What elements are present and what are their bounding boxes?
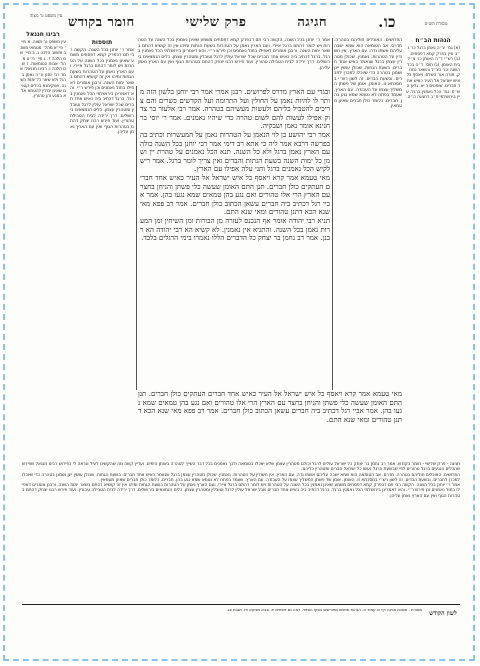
- bottom-commentary: [22, 462, 460, 602]
- footer-text: מסורת - מסכת חגיגה דף כו עמוד א. הגהות וציונים מפורשים בסוף הספר. ראה גם פסחים יז: ובבא מציעא פז. ושבת צג.: [226, 608, 422, 612]
- footer-notes: [22, 608, 422, 652]
- rashi-text: הפרושים. האוכלים חוליהם בטהרה. מדרס. אב הטומאה הוא שמא ישבה עליהם אשתו נדה. עם הארץ. אין חשודין על הטהרות. נאמנין. שכולן מטהרין עצמן ברגל שנאמר כאיש אחד חברים. בשעת הגתות. שכולן עושין יינן ושמנן בטהרה כדי שיוכלו למכרן לחברים. ובשעת הבדים. זה לשון רש״י במסכתא זו. האומן. אומן של פשתן המשליך עצמו על העבודה. עם הארץ. שעמד בפתח לא נטמא שמא נגע בהן. חברים. כלומר כולן חברים שאינן מטמאין.: [334, 38, 402, 109]
- gemara-continuation-text: מאי טעמא אמר קרא ויאסף כל איש ישראל אל העיר כאיש אחד חברים העתקים כולן חברים. תנן התם האומן שעשה כלי פשתן והניחן בחצר עם הארץ הרי אלו טהורים ואם נגע בהן טמאים שמא נגעו בהן. אמר אביי רגל דכתיב ביה חברים עשאן הכתוב כולן חברים. אמר רב פפא מאי שנא הכא דתנן טהורים ומאי שנא התם.: [138, 390, 402, 424]
- tosafot-column: [70, 38, 134, 458]
- folio-number: כו.: [378, 12, 396, 31]
- gemara-text: [140, 88, 330, 388]
- gemara-right-rule: [332, 38, 333, 390]
- gemara-continuation: [138, 390, 402, 460]
- ein-mishpat-title: עין משפט נר מצוה: [29, 14, 63, 19]
- tractate-title: חגיגה: [297, 15, 328, 30]
- top-commentary: [138, 38, 330, 84]
- right-margin: [406, 36, 460, 456]
- chapter-name: חומר בקודש: [68, 15, 135, 30]
- right-margin-title: הגהות הב״ח: [415, 37, 451, 44]
- masoret-hashas-title: מסורת הש״ס: [424, 22, 448, 27]
- bottom-commentary-text: חגיגה - פרק שלישי - חומר בקודש. אמר רב נחמן בר יצחק כל ישראל עולים לרגל וכולם מטהרין עצמן שלא יאכלו בטומאה ולכך נאמנים בכל דבר השייך לטהרה באותן הימים. ועדיין קשה מה שהקשינו לעיל ונראה לי כפירוש רבינו חננאל שפירש שהכלים הנגעים ברגל טהורים לפי שבשעת הרגל נעשו כל ישראל חברים ומטהרין כליהם.: [22, 462, 460, 473]
- footer-label: לשון הקודש: [429, 610, 457, 617]
- gemara-left-rule: [136, 86, 137, 390]
- gemara-block-2: אמר רבי יהושע בן לוי הנאמן על הטהרות נאמן על המעשרות וכתיב בה בפרשה דרבא אמר ליה כי אתא רב דימי אמר רבי יוחנן בכל השנה כולה עם הארץ נאמן ברגל ולא כל השנה. תנא הכל נאמנים על טהרת יין ושמן כל ימות השנה בשעת הגתות והבדים ואין צריך לומר ברגל. אמר ריש לקיש הכל נאמנים ברגל ותני עלה אפילו עם הארץ.: [140, 130, 330, 174]
- left-margin-text: עין משפט נר מצוה. א מיי׳ פי״א מהל׳ מטמאי משכב ומושב הלכה ג. ב מיי׳ שם הלכה ד. ג מיי׳ פ״ט מהל׳ אבות הטומאות. ד שם הלכה ו. רבינו חננאל: אמר רבי יוחנן ע״ה נאמן ברגל ולא שאר כל ימות השנה. ואוקימנא בכלים קטנים שאינן יכולין להטמא אלא במגע והן טהורין.: [20, 39, 66, 99]
- chapter-label: פרק שלישי: [185, 15, 247, 30]
- top-commentary-text: אמר ר׳ יוחנן בכל השנה. הקשה רבי תם דבפרק קמא דפסחים משמע שאינן נאמנין בכל השנה על הטהרות ויש לומר דהתם ברגל איירי. ועם הארץ נאמן על הטהרות בשעת הגתות ומיהו אין זה קושיא דהתם בשאר ימות השנה. ורבנן אומרים דאפילו בחול נאמנים וכן פירש ר״י. והא דאמרינן בירושלמי הכל נאמנין ברגל. ברגל דכתיב ביה כאיש אחד חברים שכל ישראל עולין לרגל וטובלין ומטהרין עצמן. כלים הנמצאים בירושלים. דרך ירידה לבית הטבילה טהורין. ועוד פירש רבנו יצחק דהתם בטהרות הגוף ואין עם הארץ נאמן עליהן.: [138, 38, 330, 71]
- bottom-commentary-rashi: הפרושים. האוכלים חוליהם בטהרה. מדרס. אב הטומאה הוא שמא ישבה עליהם אשתו נדה. עם הארץ. אין חשודין על הטהרות. נאמנין. שכולן מטהרין עצמן ברגל שנאמר כאיש אחד חברים. בשעת הגתות. שכולן עושין יינן ושמנן בטהרה כדי שיוכלו למכרן לחברים. ובשעת הבדים. זה לשון רש״י במסכתא זו. האומן. אומן של פשתן המשליך עצמו על העבודה. עם הארץ. שעמד בפתח לא נטמא שמא נגע בהן. חברים. כלומר כולן חברים שאינן מטמאין.: [22, 472, 460, 483]
- left-margin-title: רבינו חננאל: [26, 31, 60, 38]
- gemara-block-4: תניא רבי יהודה אומר אף הנכנס לעזרה מן הבורות ומן השיחין ומן המערות נאמן בכל השנה. והתניא אין נאמנין. לא קשיא הא רבי יהודה הא רבנן. אמר רב נחמן בר יצחק כל הדברים הללו נאמרו בימי הרגלים בלבד.: [140, 216, 330, 243]
- right-margin-text: (א) גמ׳ ע״ה נאמן ברגל כו׳ נ״ב עיין בפרק קמא דפסחים. (ב) רש״י ד״ה האומן כו׳ צ״ל בית האומן. (ג) תוס׳ ד״ה בכל השנה וכו׳ כצ״ל והשאר נמחק. תורה אור השלם. ויאסף כל איש ישראל אל העיר כאיש אחד חברים. שופטים כ יא. גליון הש״ס. גמ׳ הכל נאמנין ברגל. עיין בירושלמי פ״ב דחגיגה ה״ה.: [406, 45, 460, 100]
- page-header: [68, 13, 396, 31]
- tosafot-text: אמר ר׳ יוחנן בכל השנה. הקשה רבי תם דבפרק קמא דפסחים משמע שאינן נאמנין בכל השנה על הטהרות ויש לומר דהתם ברגל איירי. ועם הארץ נאמן על הטהרות בשעת הגתות ומיהו אין זה קושיא דהתם בשאר ימות השנה. ורבנן אומרים דאפילו בחול נאמנים וכן פירש ר״י. והא דאמרינן בירושלמי הכל נאמנין ברגל. ברגל דכתיב ביה כאיש אחד חברים שכל ישראל עולין לרגל וטובלין ומטהרין עצמן. כלים הנמצאים בירושלים. דרך ירידה לבית הטבילה טהורין. ועוד פירש רבנו יצחק דהתם בטהרות הגוף ואין עם הארץ נאמן עליהן.: [70, 47, 134, 135]
- bottom-commentary-tosafot: אמר ר׳ יוחנן בכל השנה. הקשה רבי תם דבפרק קמא דפסחים משמע שאינן נאמנין בכל השנה על הטהרות ויש לומר דהתם ברגל איירי. ועם הארץ נאמן על הטהרות בשעת הגתות ומיהו אין זה קושיא דהתם בשאר ימות השנה. ורבנן אומרים דאפילו בחול נאמנים וכן פירש ר״י. והא דאמרינן בירושלמי הכל נאמנין ברגל. ברגל דכתיב ביה כאיש אחד חברים שכל ישראל עולין לרגל וטובלין ומטהרין עצמן. כלים הנמצאים בירושלים. דרך ירידה לבית הטבילה טהורין. ועוד פירש רבנו יצחק דהתם בטהרות הגוף ואין עם הארץ נאמן עליהן.: [22, 483, 460, 499]
- left-margin: [20, 30, 66, 470]
- gemara-block-3: מאי טעמא אמר קרא ויאסף כל איש ישראל אל העיר כאיש אחד חברים העתקים כולן חברים. תנן התם האומן שעשה כלי פשתן והניחן בחצר עם הארץ הרי אלו טהורים ואם נגע בהן טמאים שמא נגעו בהן. אמר אביי רגל דכתיב ביה חברים עשאן הכתוב כולן חברים. אמר רב פפא מאי שנא הכא דתנן טהורים ומאי שנא התם.: [140, 173, 330, 217]
- gemara-block-1: ובגדי עם הארץ מדרס לפרושים. רבנן אמרי אמר רבי יוחנן בלשון הזה מותר לו להיות נאמן על החולין ועל התרומה ועל הקדשים כשרים והם צריכים להטביל כליהם ולעשות מעשיהם בטהרה. אמר רבי אלעזר בר צדוק אפילו לעשות להם לשום טהרה כדי שיהיו נאמנים. אמר ר׳ יוסי בר חנינא אומר נאמן ושבקיה.: [140, 88, 330, 131]
- footer-divider: [22, 604, 460, 605]
- tosafot-title: תוספות: [91, 39, 113, 46]
